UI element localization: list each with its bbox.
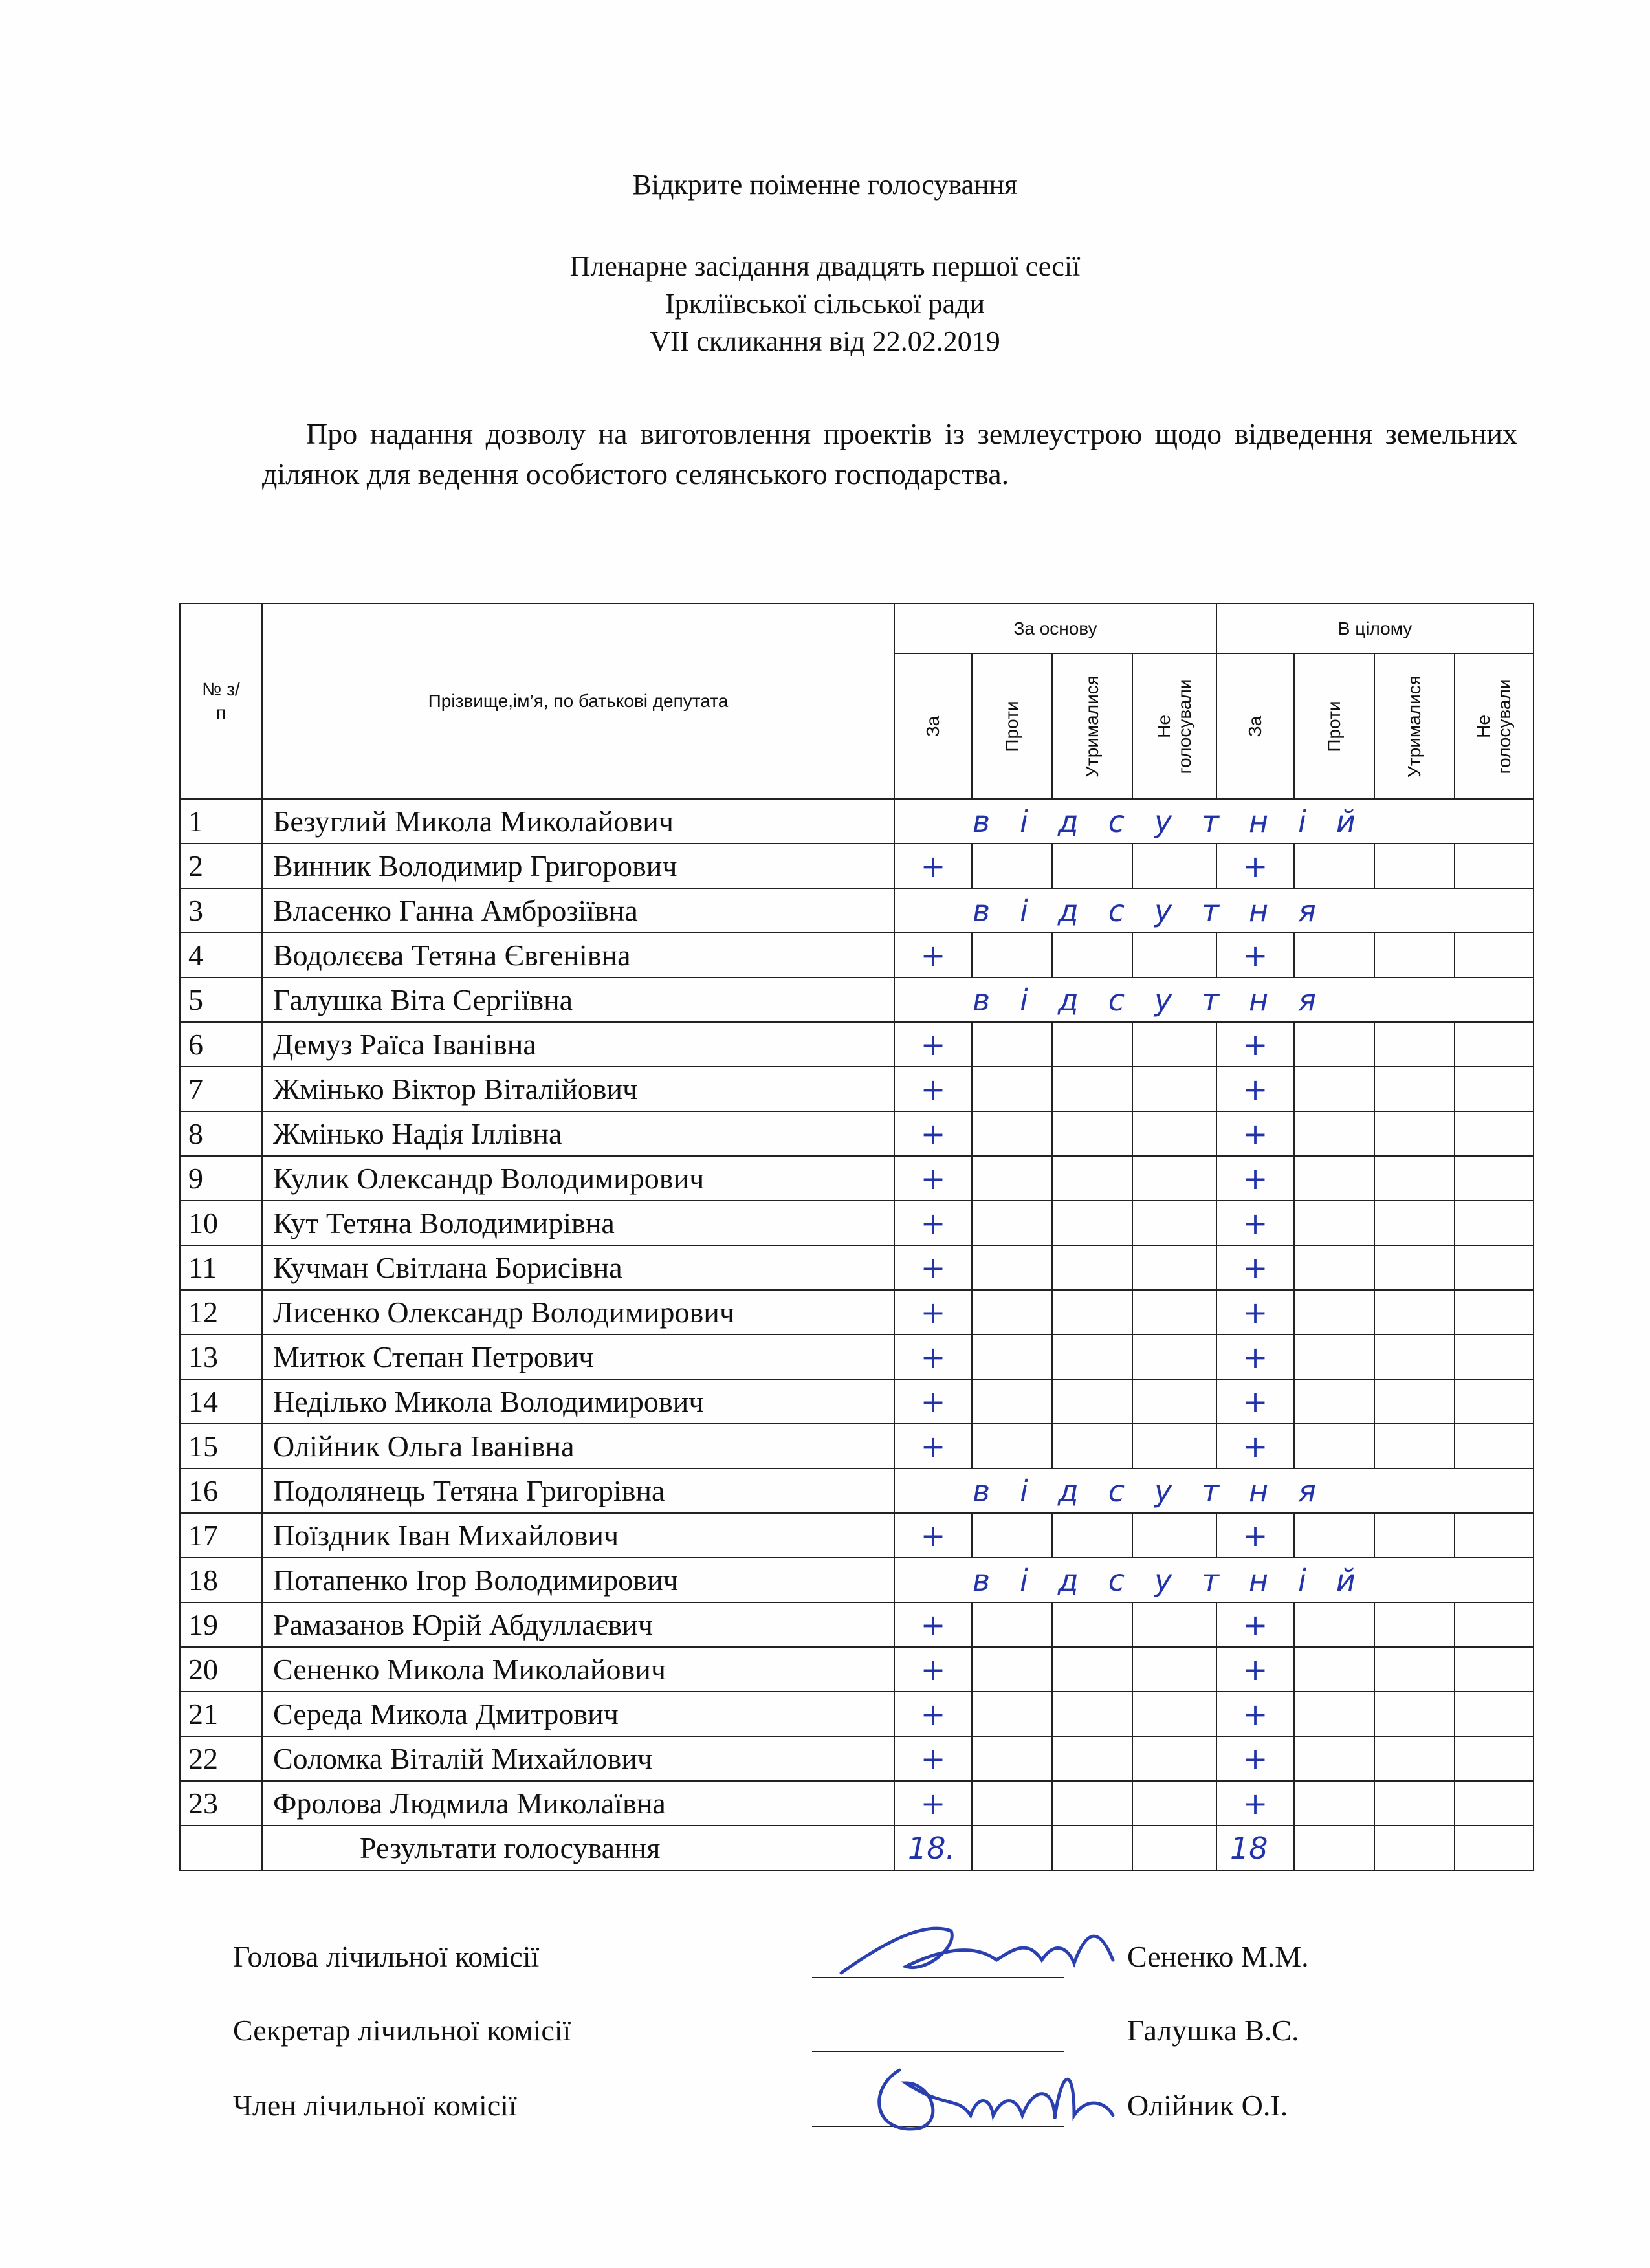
deputy-name: Неділько Микола Володимирович (262, 1379, 894, 1424)
result-row (180, 1826, 1534, 1870)
whole-for-mark: + (1216, 1245, 1294, 1290)
whole-against-cell (1294, 1335, 1374, 1379)
basis-not-voted-cell (1132, 1379, 1216, 1424)
basis-for-mark: + (894, 1692, 972, 1736)
row-number: 7 (180, 1067, 262, 1111)
table-row (180, 1335, 1534, 1379)
whole-abstained-cell (1374, 1290, 1455, 1335)
deputy-name: Кут Тетяна Володимирівна (262, 1201, 894, 1245)
subheader-whole-not-voted: Не голосували (1473, 679, 1515, 774)
absent-note: відсутня (894, 888, 1534, 933)
whole-not-voted-cell (1455, 1602, 1534, 1647)
basis-abstained-cell (1052, 1245, 1132, 1290)
col-header-number: № з/п (180, 604, 262, 799)
basis-against-cell (972, 1424, 1052, 1468)
deputy-name: Жмінько Віктор Віталійович (262, 1067, 894, 1111)
deputy-name: Поїздник Іван Михайлович (262, 1513, 894, 1558)
whole-for-mark: + (1216, 933, 1294, 977)
basis-not-voted-cell (1132, 933, 1216, 977)
row-number: 9 (180, 1156, 262, 1201)
basis-abstained-cell (1052, 1067, 1132, 1111)
table-row (180, 1602, 1534, 1647)
whole-for-mark: + (1216, 1513, 1294, 1558)
basis-for-mark: + (894, 1111, 972, 1156)
basis-against-cell (972, 844, 1052, 888)
basis-abstained-cell (1052, 933, 1132, 977)
whole-for-mark: + (1216, 1736, 1294, 1781)
row-number: 2 (180, 844, 262, 888)
table-row (180, 799, 1534, 844)
basis-abstained-cell (1052, 1424, 1132, 1468)
table-row (180, 844, 1534, 888)
basis-for-mark: + (894, 1156, 972, 1201)
deputy-name: Водолєєва Тетяна Євгенівна (262, 933, 894, 977)
whole-not-voted-cell (1455, 1424, 1534, 1468)
basis-not-voted-cell (1132, 1424, 1216, 1468)
whole-not-voted-cell (1455, 1513, 1534, 1558)
deputy-name: Митюк Степан Петрович (262, 1335, 894, 1379)
whole-against-cell (1294, 1781, 1374, 1826)
whole-for-mark: + (1216, 1379, 1294, 1424)
subheader-whole-for: За (1245, 715, 1266, 737)
whole-not-voted-cell (1455, 1736, 1534, 1781)
vote-table (179, 603, 1534, 1871)
whole-against-cell (1294, 1379, 1374, 1424)
basis-for-mark: + (894, 1424, 972, 1468)
whole-not-voted-cell (1455, 1201, 1534, 1245)
row-number: 13 (180, 1335, 262, 1379)
basis-against-cell (972, 1736, 1052, 1781)
basis-not-voted-cell (1132, 1201, 1216, 1245)
table-row (180, 1558, 1534, 1602)
row-number: 19 (180, 1602, 262, 1647)
row-number: 20 (180, 1647, 262, 1692)
absent-note: відсутній (894, 799, 1534, 844)
deputy-name: Подолянець Тетяна Григорівна (262, 1468, 894, 1513)
basis-against-cell (972, 1335, 1052, 1379)
table-row (180, 1513, 1534, 1558)
whole-abstained-cell (1374, 1781, 1455, 1826)
basis-against-cell (972, 1781, 1052, 1826)
basis-for-mark: + (894, 1022, 972, 1067)
basis-for-mark: + (894, 1335, 972, 1379)
basis-for-mark: + (894, 1067, 972, 1111)
signature-name: Олійник О.І. (1127, 2089, 1288, 2122)
table-row (180, 1424, 1534, 1468)
basis-against-cell (972, 1379, 1052, 1424)
deputy-name: Потапенко Ігор Володимирович (262, 1558, 894, 1602)
whole-abstained-cell (1374, 933, 1455, 977)
basis-not-voted-cell (1132, 1111, 1216, 1156)
whole-abstained-cell (1374, 1424, 1455, 1468)
whole-not-voted-cell (1455, 1111, 1534, 1156)
deputy-name: Середа Микола Дмитрович (262, 1692, 894, 1736)
basis-abstained-cell (1052, 1156, 1132, 1201)
basis-not-voted-cell (1132, 1156, 1216, 1201)
basis-abstained-cell (1052, 1201, 1132, 1245)
result-num-cell (180, 1826, 262, 1870)
result-basis-against (972, 1826, 1052, 1870)
basis-not-voted-cell (1132, 1067, 1216, 1111)
basis-abstained-cell (1052, 1335, 1132, 1379)
col-header-name: Прізвище,ім’я, по батькові депутата (262, 604, 894, 799)
whole-against-cell (1294, 1602, 1374, 1647)
table-row (180, 1156, 1534, 1201)
table-row (180, 1067, 1534, 1111)
whole-against-cell (1294, 1424, 1374, 1468)
row-number: 3 (180, 888, 262, 933)
whole-abstained-cell (1374, 1022, 1455, 1067)
whole-against-cell (1294, 1513, 1374, 1558)
whole-abstained-cell (1374, 1379, 1455, 1424)
signature-name: Сененко М.М. (1127, 1940, 1309, 1973)
document-title: Відкрите поіменне голосування (632, 169, 1018, 201)
whole-not-voted-cell (1455, 844, 1534, 888)
whole-not-voted-cell (1455, 1290, 1534, 1335)
whole-against-cell (1294, 1245, 1374, 1290)
whole-not-voted-cell (1455, 1067, 1534, 1111)
row-number: 12 (180, 1290, 262, 1335)
table-row (180, 1245, 1534, 1290)
signature-role: Член лічильної комісії (233, 2089, 517, 2122)
row-number: 21 (180, 1692, 262, 1736)
row-number: 16 (180, 1468, 262, 1513)
row-number: 14 (180, 1379, 262, 1424)
basis-against-cell (972, 933, 1052, 977)
group-header-basis: За основу (894, 604, 1216, 653)
whole-for-mark: + (1216, 1201, 1294, 1245)
basis-for-mark: + (894, 1647, 972, 1692)
whole-against-cell (1294, 1156, 1374, 1201)
basis-for-mark: + (894, 1781, 972, 1826)
deputy-name: Лисенко Олександр Володимирович (262, 1290, 894, 1335)
deputy-name: Жмінько Надія Іллівна (262, 1111, 894, 1156)
whole-abstained-cell (1374, 1335, 1455, 1379)
basis-not-voted-cell (1132, 1736, 1216, 1781)
whole-for-mark: + (1216, 1647, 1294, 1692)
whole-against-cell (1294, 844, 1374, 888)
whole-for-mark: + (1216, 1022, 1294, 1067)
deputy-name: Безуглий Микола Миколайович (262, 799, 894, 844)
subheader-basis-for: За (923, 715, 943, 737)
result-basis-for: 18. (894, 1826, 972, 1870)
table-row (180, 1022, 1534, 1067)
whole-abstained-cell (1374, 1201, 1455, 1245)
basis-not-voted-cell (1132, 1647, 1216, 1692)
whole-for-mark: + (1216, 1067, 1294, 1111)
basis-not-voted-cell (1132, 1692, 1216, 1736)
absent-note: відсутня (894, 977, 1534, 1022)
basis-abstained-cell (1052, 1379, 1132, 1424)
whole-abstained-cell (1374, 1245, 1455, 1290)
basis-not-voted-cell (1132, 1513, 1216, 1558)
basis-for-mark: + (894, 1602, 972, 1647)
whole-for-mark: + (1216, 844, 1294, 888)
whole-for-mark: + (1216, 1602, 1294, 1647)
basis-for-mark: + (894, 1290, 972, 1335)
whole-against-cell (1294, 1692, 1374, 1736)
basis-for-mark: + (894, 1245, 972, 1290)
whole-against-cell (1294, 1111, 1374, 1156)
basis-abstained-cell (1052, 1022, 1132, 1067)
session-line-1: Пленарне засідання двадцять першої сесії (569, 250, 1081, 282)
whole-for-mark: + (1216, 1424, 1294, 1468)
result-whole-against (1294, 1826, 1374, 1870)
result-label: Результати голосування (262, 1826, 894, 1870)
basis-abstained-cell (1052, 1290, 1132, 1335)
whole-against-cell (1294, 1647, 1374, 1692)
whole-not-voted-cell (1455, 1022, 1534, 1067)
basis-not-voted-cell (1132, 1781, 1216, 1826)
basis-not-voted-cell (1132, 1022, 1216, 1067)
whole-not-voted-cell (1455, 1156, 1534, 1201)
vote-subject: Про надання дозволу на виготовлення проектів із землеустрою щодо відведення земельних ділянок для ведення особистого селянського господарства. (262, 417, 1517, 490)
basis-for-mark: + (894, 1736, 972, 1781)
row-number: 22 (180, 1736, 262, 1781)
whole-abstained-cell (1374, 1602, 1455, 1647)
whole-for-mark: + (1216, 1692, 1294, 1736)
result-basis-abstained (1052, 1826, 1132, 1870)
whole-abstained-cell (1374, 1513, 1455, 1558)
deputy-name: Фролова Людмила Миколаївна (262, 1781, 894, 1826)
basis-for-mark: + (894, 1201, 972, 1245)
whole-not-voted-cell (1455, 1335, 1534, 1379)
basis-for-mark: + (894, 844, 972, 888)
signature-role: Голова лічильної комісії (233, 1940, 540, 1973)
whole-against-cell (1294, 1736, 1374, 1781)
basis-against-cell (972, 1111, 1052, 1156)
subheader-basis-not-voted: Не голосували (1154, 679, 1194, 774)
basis-against-cell (972, 1022, 1052, 1067)
basis-abstained-cell (1052, 1736, 1132, 1781)
table-row (180, 1736, 1534, 1781)
basis-against-cell (972, 1201, 1052, 1245)
row-number: 4 (180, 933, 262, 977)
whole-not-voted-cell (1455, 1379, 1534, 1424)
row-number: 18 (180, 1558, 262, 1602)
deputy-name: Кучман Світлана Борисівна (262, 1245, 894, 1290)
whole-abstained-cell (1374, 1692, 1455, 1736)
basis-against-cell (972, 1156, 1052, 1201)
whole-against-cell (1294, 1022, 1374, 1067)
basis-not-voted-cell (1132, 1335, 1216, 1379)
basis-for-mark: + (894, 933, 972, 977)
subheader-basis-abstained: Утрималися (1082, 675, 1102, 778)
deputy-name: Сененко Микола Миколайович (262, 1647, 894, 1692)
basis-abstained-cell (1052, 1111, 1132, 1156)
vote-table-body (180, 799, 1534, 1826)
whole-abstained-cell (1374, 1647, 1455, 1692)
whole-for-mark: + (1216, 1781, 1294, 1826)
whole-abstained-cell (1374, 1736, 1455, 1781)
basis-not-voted-cell (1132, 844, 1216, 888)
basis-against-cell (972, 1513, 1052, 1558)
whole-against-cell (1294, 1290, 1374, 1335)
basis-against-cell (972, 1067, 1052, 1111)
deputy-name: Рамазанов Юрій Абдуллаєвич (262, 1602, 894, 1647)
whole-not-voted-cell (1455, 1647, 1534, 1692)
handwritten-signature-member (861, 2044, 1132, 2154)
deputy-name: Власенко Ганна Амброзіївна (262, 888, 894, 933)
signature-row-member (0, 2088, 1650, 2140)
basis-not-voted-cell (1132, 1602, 1216, 1647)
whole-for-mark: + (1216, 1111, 1294, 1156)
deputy-name: Олійник Ольга Іванівна (262, 1424, 894, 1468)
basis-against-cell (972, 1290, 1052, 1335)
whole-against-cell (1294, 933, 1374, 977)
deputy-name: Галушка Віта Сергіївна (262, 977, 894, 1022)
basis-against-cell (972, 1602, 1052, 1647)
table-row (180, 977, 1534, 1022)
absent-note: відсутній (894, 1558, 1534, 1602)
basis-abstained-cell (1052, 844, 1132, 888)
table-row (180, 933, 1534, 977)
whole-abstained-cell (1374, 1111, 1455, 1156)
result-basis-not-voted (1132, 1826, 1216, 1870)
row-number: 1 (180, 799, 262, 844)
basis-abstained-cell (1052, 1647, 1132, 1692)
table-row (180, 1692, 1534, 1736)
table-row (180, 1290, 1534, 1335)
whole-not-voted-cell (1455, 1781, 1534, 1826)
row-number: 17 (180, 1513, 262, 1558)
table-row (180, 1781, 1534, 1826)
basis-for-mark: + (894, 1513, 972, 1558)
deputy-name: Демуз Раїса Іванівна (262, 1022, 894, 1067)
basis-against-cell (972, 1647, 1052, 1692)
basis-abstained-cell (1052, 1692, 1132, 1736)
table-row (180, 888, 1534, 933)
row-number: 15 (180, 1424, 262, 1468)
row-number: 6 (180, 1022, 262, 1067)
basis-abstained-cell (1052, 1781, 1132, 1826)
signature-role: Секретар лічильної комісії (233, 2014, 571, 2047)
row-number: 5 (180, 977, 262, 1022)
absent-note: відсутня (894, 1468, 1534, 1513)
whole-not-voted-cell (1455, 1245, 1534, 1290)
row-number: 10 (180, 1201, 262, 1245)
signature-row-chair (0, 1939, 1650, 1991)
deputy-name: Соломка Віталій Михайлович (262, 1736, 894, 1781)
group-header-whole: В цілому (1216, 604, 1534, 653)
handwritten-signature-chair (828, 1902, 1126, 1999)
session-line-3: VII скликання від 22.02.2019 (650, 325, 1000, 357)
subheader-basis-against: Проти (1002, 700, 1022, 752)
result-whole-abstained (1374, 1826, 1455, 1870)
deputy-name: Винник Володимир Григорович (262, 844, 894, 888)
whole-not-voted-cell (1455, 933, 1534, 977)
subheader-whole-against: Проти (1324, 700, 1345, 752)
whole-abstained-cell (1374, 844, 1455, 888)
row-number: 23 (180, 1781, 262, 1826)
basis-abstained-cell (1052, 1602, 1132, 1647)
basis-not-voted-cell (1132, 1245, 1216, 1290)
table-row (180, 1201, 1534, 1245)
whole-against-cell (1294, 1201, 1374, 1245)
whole-abstained-cell (1374, 1156, 1455, 1201)
signature-row-secretary (0, 2013, 1650, 2065)
basis-abstained-cell (1052, 1513, 1132, 1558)
basis-not-voted-cell (1132, 1290, 1216, 1335)
session-line-2: Ірклiївської сільської ради (665, 288, 985, 320)
deputy-name: Кулик Олександр Володимирович (262, 1156, 894, 1201)
whole-for-mark: + (1216, 1335, 1294, 1379)
result-whole-not-voted (1455, 1826, 1534, 1870)
subheader-whole-abstained: Утрималися (1404, 675, 1425, 778)
table-row (180, 1468, 1534, 1513)
row-number: 8 (180, 1111, 262, 1156)
whole-not-voted-cell (1455, 1692, 1534, 1736)
whole-for-mark: + (1216, 1156, 1294, 1201)
table-row (180, 1379, 1534, 1424)
whole-against-cell (1294, 1067, 1374, 1111)
table-row (180, 1111, 1534, 1156)
result-whole-for: 18 (1216, 1826, 1294, 1870)
basis-against-cell (972, 1245, 1052, 1290)
whole-for-mark: + (1216, 1290, 1294, 1335)
table-row (180, 1647, 1534, 1692)
basis-against-cell (972, 1692, 1052, 1736)
whole-abstained-cell (1374, 1067, 1455, 1111)
row-number: 11 (180, 1245, 262, 1290)
signature-name: Галушка В.С. (1127, 2014, 1299, 2047)
basis-for-mark: + (894, 1379, 972, 1424)
